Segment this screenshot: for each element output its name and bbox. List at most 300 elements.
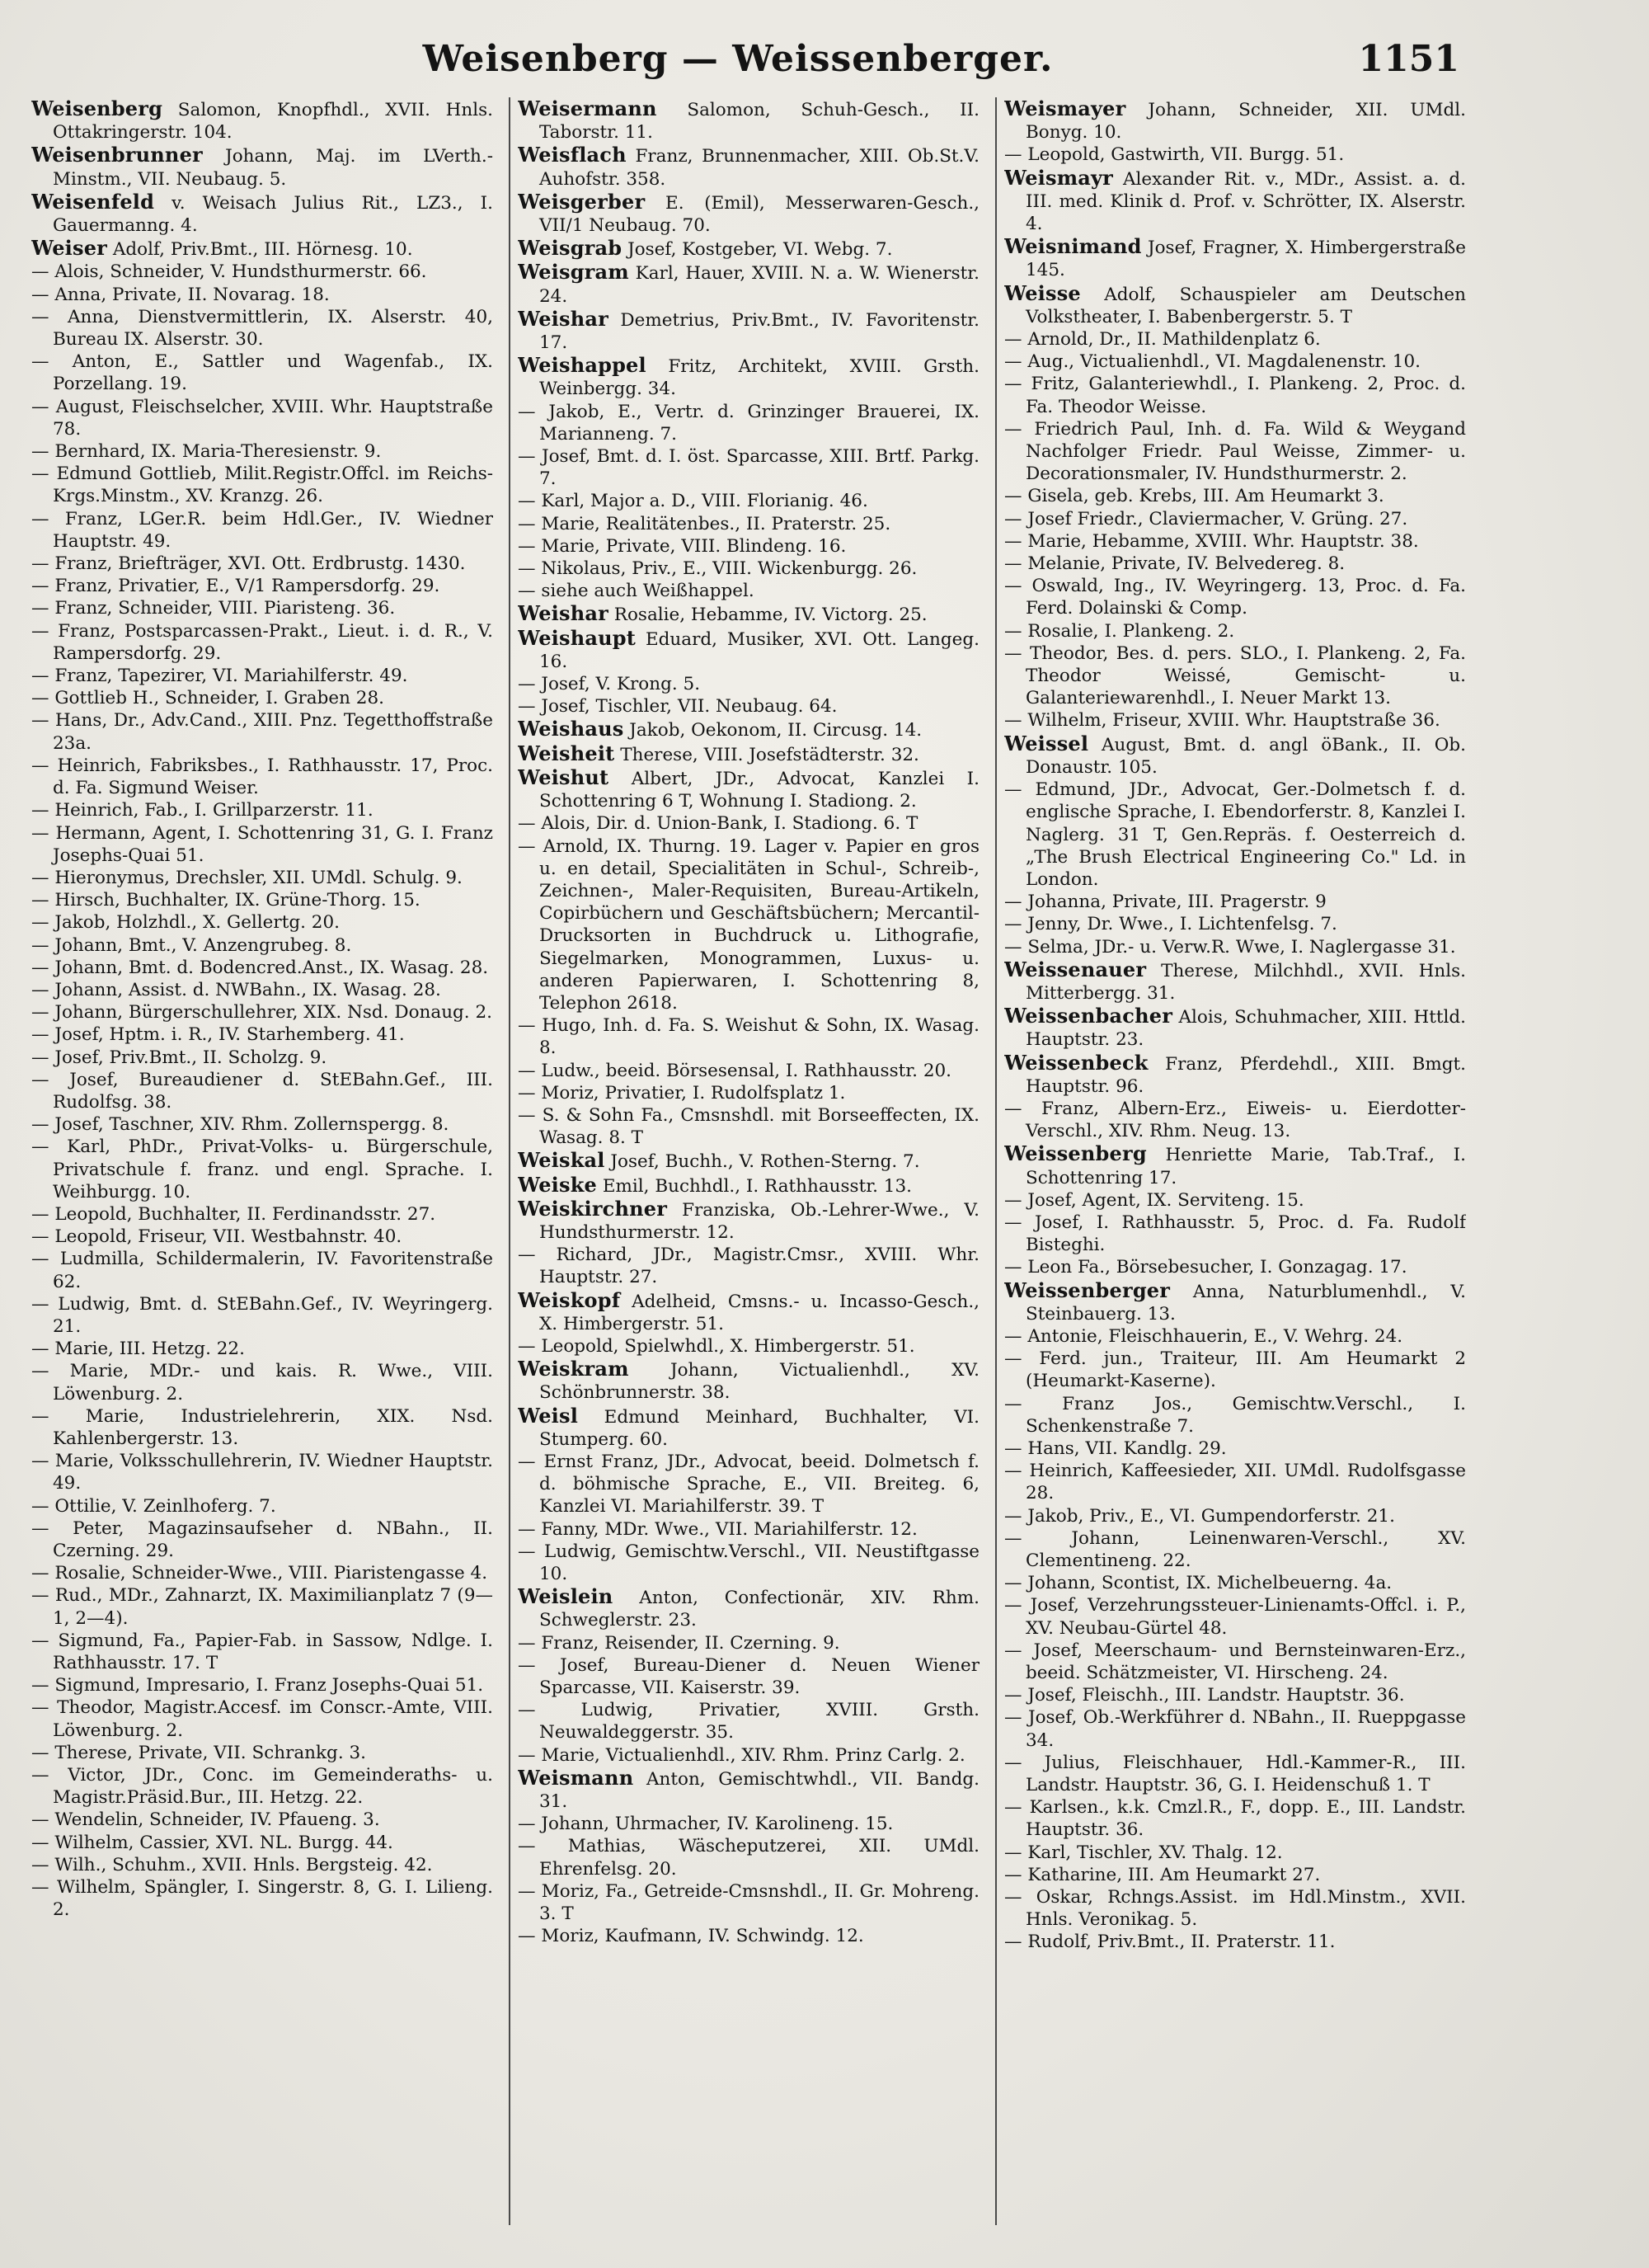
- entry-details: — Alois, Dir. d. Union-Bank, I. Stadiong. 6. T: [518, 813, 918, 835]
- directory-entry: [518, 401, 980, 445]
- entry-details: Johann, Schneider, XII. UMdl. Bonyg. 10.: [1026, 100, 1466, 144]
- entry-details: — Josef, Bmt. d. I. öst. Sparcasse, XIII. Brtf. Parkg. 7.: [518, 446, 980, 490]
- entry-details: Franz, Pferdehdl., XIII. Bmgt. Hauptstr. 96.: [1026, 1053, 1466, 1097]
- directory-entry: [31, 1584, 493, 1629]
- entry-details: — August, Fleischselcher, XVIII. Whr. Hauptstraße 78.: [31, 396, 493, 440]
- entry-details: — Marie, Victualienhdl., XIV. Rhm. Prinz Carlg. 2.: [518, 1744, 965, 1766]
- directory-entry: [31, 1742, 493, 1764]
- entry-details: Adelheid, Cmsns.- u. Incasso-Gesch., X. Himbergerstr. 51.: [539, 1291, 980, 1334]
- directory-entry: [518, 1585, 980, 1631]
- entry-details: — Arnold, Dr., II. Mathildenplatz 6.: [1004, 329, 1321, 351]
- entry-details: — Sigmund, Impresario, I. Franz Josephs-Quai 51.: [31, 1675, 484, 1696]
- entry-details: — Hermann, Agent, I. Schottenring 31, G. I. Franz Josephs-Quai 51.: [31, 822, 493, 866]
- directory-entry: [518, 354, 980, 400]
- directory-entry: [1004, 1256, 1466, 1278]
- entry-details: — Karl, Tischler, XV. Thalg. 12.: [1004, 1842, 1283, 1863]
- entry-details: Johann, Maj. im LVerth.-Minstm., VII. Neubaug. 5.: [53, 146, 493, 190]
- directory-entry: [1004, 958, 1466, 1005]
- entry-surname: Weissenbacher: [1004, 1004, 1173, 1028]
- entry-surname: Weisermann: [518, 97, 657, 120]
- entry-details: — Johann, Bmt., V. Anzengrubeg. 8.: [31, 934, 352, 956]
- directory-entry: [518, 1654, 980, 1699]
- entry-details: Jakob, Oekonom, II. Circusg. 14.: [623, 720, 923, 741]
- directory-entry: [31, 1001, 493, 1023]
- entry-details: Albert, JDr., Advocat, Kanzlei I. Schottenring 6 T, Wohnung I. Stadiong. 2.: [539, 768, 980, 812]
- directory-entry: [31, 396, 493, 440]
- directory-entry: [518, 627, 980, 673]
- entry-details: — Leopold, Friseur, VII. Westbahnstr. 40.: [31, 1226, 402, 1248]
- directory-entry: [31, 822, 493, 867]
- entry-details: Josef, Kostgeber, VI. Webg. 7.: [622, 239, 893, 261]
- directory-entry: [1004, 508, 1466, 530]
- directory-entry: [31, 709, 493, 754]
- entry-details: Therese, VIII. Josefstädterstr. 32.: [614, 744, 919, 765]
- entry-surname: Weiskopf: [518, 1287, 621, 1312]
- directory-entry: [31, 1248, 493, 1292]
- entry-details: — Mathias, Wäscheputzerei, XII. UMdl. Ehrenfelsg. 20.: [518, 1836, 980, 1880]
- entry-surname: Weisheit: [518, 741, 615, 765]
- directory-entry: [1004, 1325, 1466, 1348]
- entry-details: — Anna, Private, II. Novarag. 18.: [31, 284, 330, 305]
- directory-entry: [1004, 936, 1466, 958]
- directory-entry: [31, 979, 493, 1001]
- entry-details: — Josef, Bureaudiener d. StEBahn.Gef., III. Rudolfsg. 38.: [31, 1069, 493, 1113]
- entry-details: — Marie, III. Hetzg. 22.: [31, 1339, 245, 1360]
- entry-details: — Karl, Major a. D., VIII. Florianig. 46.: [518, 491, 868, 512]
- entry-details: — Selma, JDr.- u. Verw.R. Wwe, I. Naglergasse 31.: [1004, 936, 1456, 958]
- entry-details: Josef, Fragner, X. Himbergerstraße 145.: [1026, 238, 1466, 281]
- entry-details: — Anton, E., Sattler und Wagenfab., IX. Porzellang. 19.: [31, 351, 493, 395]
- directory-entry: [1004, 1640, 1466, 1684]
- entry-details: Eduard, Musiker, XVI. Ott. Langeg. 16.: [539, 628, 980, 672]
- directory-entry: [518, 1518, 980, 1541]
- entry-surname: Weiskirchner: [518, 1196, 668, 1221]
- directory-entry: [518, 261, 980, 307]
- entry-details: — Marie, Private, VIII. Blindeng. 16.: [518, 535, 847, 557]
- entry-details: — Wilhelm, Cassier, XVI. NL. Burgg. 44.: [31, 1832, 393, 1853]
- directory-entry: [1004, 1931, 1466, 1953]
- directory-entry: [518, 1289, 980, 1335]
- entry-details: E. (Emil), Messerwaren-Gesch., VII/1 Neubaug. 70.: [539, 192, 980, 237]
- directory-entry: [31, 575, 493, 597]
- entry-details: — Sigmund, Fa., Papier-Fab. in Sassow, Ndlge. I. Rathhausstr. 17. T: [31, 1630, 493, 1674]
- entry-details: — Josef, Priv.Bmt., II. Scholzg. 9.: [31, 1047, 327, 1068]
- entry-details: — Richard, JDr., Magistr.Cmsr., XVIII. Whr. Hauptstr. 27.: [518, 1245, 980, 1288]
- directory-entry: [518, 490, 980, 512]
- entry-surname: Weishappel: [518, 353, 646, 378]
- entry-details: — Theodor, Magistr.Accesf. im Conscr.-Amte, VIII. Löwenburg. 2.: [31, 1697, 493, 1741]
- directory-entry: [518, 445, 980, 490]
- directory-entry: [518, 718, 980, 741]
- entry-details: — Jakob, Priv., E., VI. Gumpendorferstr. 21.: [1004, 1505, 1395, 1527]
- running-head: Weisenberg — Weissenberger.: [422, 38, 1054, 80]
- entry-details: — Hans, VII. Kandlg. 29.: [1004, 1437, 1227, 1459]
- entry-details: Franz, Brunnenmacher, XIII. Ob.St.V. Auhofstr. 358.: [539, 146, 980, 190]
- directory-entry: [31, 1338, 493, 1360]
- directory-entry: [518, 558, 980, 580]
- entry-details: — Friedrich Paul, Inh. d. Fa. Wild & Weygand Nachfolger Friedr. Paul Weisse, Zimmer- u. Decorationsmaler, IV. Hundsthurmerstr. 2.: [1004, 418, 1466, 485]
- directory-entry: [31, 237, 493, 261]
- directory-entry: [518, 1541, 980, 1585]
- entry-details: — Marie, Volksschullehrerin, IV. Wiedner Hauptstr. 49.: [31, 1451, 493, 1494]
- directory-entry: [1004, 351, 1466, 373]
- entry-details: — Oswald, Ing., IV. Weyringerg. 13, Proc. d. Fa. Ferd. Dolainski & Comp.: [1004, 576, 1466, 619]
- entry-details: August, Bmt. d. angl öBank., II. Ob. Donaustr. 105.: [1026, 734, 1466, 778]
- entry-details: — Moriz, Fa., Getreide-Cmsnshdl., II. Gr. Mohreng. 3. T: [518, 1880, 980, 1925]
- directory-entry: [1004, 1886, 1466, 1931]
- entry-details: — Karl, PhDr., Privat-Volks- u. Bürgerschule, Privatschule f. franz. und engl. Sprache. I. Weihburgg. 10.: [31, 1136, 493, 1202]
- entry-details: Karl, Hauer, XVIII. N. a. W. Wienerstr. 24.: [539, 263, 980, 307]
- entry-surname: Weishut: [518, 765, 609, 789]
- entry-surname: Weisse: [1004, 280, 1081, 305]
- directory-entry: [31, 306, 493, 351]
- entry-details: Fritz, Architekt, XVIII. Grsth. Weinbergg. 34.: [539, 356, 980, 400]
- entry-details: Salomon, Schuh-Gesch., II. Taborstr. 11.: [539, 100, 980, 144]
- directory-entry: [31, 1696, 493, 1741]
- entry-surname: Weismann: [518, 1765, 634, 1790]
- entry-details: — Ludwig, Bmt. d. StEBahn.Gef., IV. Weyringerg. 21.: [31, 1293, 493, 1337]
- entry-details: — Fritz, Galanteriewhdl., I. Plankeng. 2, Proc. d. Fa. Theodor Weisse.: [1004, 374, 1466, 417]
- directory-entry: [1004, 709, 1466, 732]
- entry-details: — Nikolaus, Priv., E., VIII. Wickenburgg. 26.: [518, 558, 918, 580]
- entry-details: — Ludwig, Privatier, XVIII. Grsth. Neuwaldeggerstr. 35.: [518, 1700, 980, 1743]
- entry-details: — Heinrich, Kaffeesieder, XII. UMdl. Rudolfsgasse 28.: [1004, 1461, 1466, 1504]
- entry-surname: Weissenberger: [1004, 1278, 1171, 1302]
- entry-details: — Hans, Dr., Adv.Cand., XIII. Pnz. Tegetthoffstraße 23a.: [31, 710, 493, 754]
- column-1: [31, 97, 493, 2233]
- directory-entry: [1004, 891, 1466, 913]
- directory-entry: [518, 673, 980, 695]
- entry-details: — Franz, LGer.R. beim Hdl.Ger., IV. Wiedner Hauptstr. 49.: [31, 508, 493, 552]
- directory-entry: [31, 1113, 493, 1136]
- entry-details: — Josef, Bureau-Diener d. Neuen Wiener Sparcasse, VII. Kaiserstr. 39.: [518, 1654, 980, 1699]
- entry-details: — Hirsch, Buchhalter, IX. Grüne-Thorg. 15.: [31, 890, 420, 911]
- directory-entry: [1004, 144, 1466, 166]
- directory-entry: [1004, 620, 1466, 642]
- entry-details: — Josef, Verzehrungssteuer-Linienamts-Offcl. i. P., XV. Neubau-Gürtel 48.: [1004, 1595, 1466, 1639]
- entry-surname: Weismayr: [1004, 165, 1114, 190]
- entry-details: — Hugo, Inh. d. Fa. S. Weishut & Sohn, IX. Wasag. 8.: [518, 1015, 980, 1059]
- directory-entry: [518, 835, 980, 1015]
- directory-entry: [518, 1744, 980, 1767]
- directory-entry: [31, 597, 493, 619]
- directory-entry: [1004, 1460, 1466, 1504]
- column-divider: [509, 97, 510, 2225]
- directory-entry: [1004, 282, 1466, 328]
- entry-details: — Edmund Gottlieb, Milit.Registr.Offcl. im Reichs-Krgs.Minstm., XV. Kranzg. 26.: [31, 463, 493, 507]
- directory-entry: [31, 553, 493, 575]
- entry-details: — Theodor, Bes. d. pers. SLO., I. Plankeng. 2, Fa. Theodor Weissé, Gemischt- u. Galanteriewarenhdl., I. Neuer Markt 13.: [1004, 642, 1466, 709]
- directory-entry: [31, 889, 493, 911]
- directory-entry: [1004, 1572, 1466, 1594]
- entry-details: — Johann, Uhrmacher, IV. Karolineng. 15.: [518, 1814, 894, 1835]
- entry-details: — Franz, Schneider, VIII. Piaristeng. 36.: [31, 598, 396, 619]
- directory-entry: [1004, 1594, 1466, 1639]
- entry-details: Salomon, Knopfhdl., XVII. Hnls. Ottakringerstr. 104.: [53, 100, 493, 144]
- entry-surname: Weisgrab: [518, 236, 622, 261]
- directory-entry: [1004, 1505, 1466, 1527]
- entry-details: — Anna, Dienstvermittlerin, IX. Alserstr. 40, Bureau IX. Alserstr. 30.: [31, 306, 493, 351]
- directory-entry: [1004, 1212, 1466, 1256]
- directory-entry: [518, 1149, 980, 1173]
- entry-details: — Josef, Meerschaum- und Bernsteinwaren-Erz., beeid. Schätzmeister, VI. Hirscheng. 24.: [1004, 1640, 1466, 1684]
- directory-entry: [31, 1203, 493, 1226]
- directory-entry: [31, 665, 493, 687]
- directory-entry: [31, 261, 493, 283]
- directory-entry: [31, 191, 493, 237]
- directory-entry: [31, 1809, 493, 1831]
- entry-details: — Ludw., beeid. Börsesensal, I. Rathhausstr. 20.: [518, 1060, 952, 1081]
- directory-entry: [1004, 1684, 1466, 1706]
- entry-details: Emil, Buchhdl., I. Rathhausstr. 13.: [597, 1175, 913, 1197]
- entry-details: Josef, Buchh., V. Rothen-Sterng. 7.: [604, 1151, 920, 1173]
- column-3: [1004, 97, 1466, 2233]
- directory-entry: [31, 1764, 493, 1809]
- directory-entry: [518, 742, 980, 766]
- directory-entry: [31, 1360, 493, 1405]
- directory-entry: [518, 97, 980, 144]
- directory-entry: [1004, 1842, 1466, 1864]
- directory-entry: [1004, 97, 1466, 144]
- entry-details: Alois, Schuhmacher, XIII. Httld. Hauptstr. 23.: [1026, 1007, 1466, 1051]
- entry-details: — Victor, JDr., Conc. im Gemeinderaths- u. Magistr.Präsid.Bur., III. Hetzg. 22.: [31, 1765, 493, 1809]
- page-header: [0, 33, 1649, 91]
- entry-details: — Gottlieb H., Schneider, I. Graben 28.: [31, 688, 384, 709]
- entry-details: — Josef, Tischler, VII. Neubaug. 64.: [518, 696, 838, 718]
- entry-details: Edmund Meinhard, Buchhalter, VI. Stumperg. 60.: [539, 1406, 980, 1450]
- directory-entry: [31, 1047, 493, 1069]
- directory-entry: [518, 237, 980, 261]
- directory-entry: [1004, 1437, 1466, 1460]
- entry-details: — Gisela, geb. Krebs, III. Am Heumarkt 3.: [1004, 486, 1384, 507]
- entry-details: — Peter, Magazinsaufseher d. NBahn., II. Czerning. 29.: [31, 1517, 493, 1561]
- directory-entry: [31, 144, 493, 190]
- directory-entry: [518, 1104, 980, 1149]
- entry-details: — Jakob, E., Vertr. d. Grinzinger Brauerei, IX. Marianneng. 7.: [518, 401, 980, 445]
- entry-details: — Arnold, IX. Thurng. 19. Lager v. Papier en gros u. en detail, Specialitäten in Schul-, Schreib-, Zeichnen-, Maler-Requisiten, Bureau-Artikeln, Copirbüchern und Geschäftsbüchern; Mercantil-Drucksorten in Buchdruck u. Lithografie, Siegelmarken, Monogrammen, Luxus- u. anderen Papierwaren, I. Schottenring 8, Telephon 2618.: [518, 835, 980, 1014]
- entry-surname: Weisgerber: [518, 189, 646, 214]
- directory-entry: [518, 1813, 980, 1835]
- entry-details: — Melanie, Private, IV. Belvedereg. 8.: [1004, 553, 1346, 575]
- directory-entry: [518, 308, 980, 354]
- entry-details: — Oskar, Rchngs.Assist. im Hdl.Minstm., XVII. Hnls. Veronikag. 5.: [1004, 1887, 1466, 1931]
- directory-entry: [31, 508, 493, 553]
- directory-entry: [31, 957, 493, 979]
- entry-details: — Johanna, Private, III. Pragerstr. 9: [1004, 892, 1327, 913]
- entry-details: Franziska, Ob.-Lehrer-Wwe., V. Hundsthurmerstr. 12.: [539, 1199, 980, 1243]
- column-divider: [995, 97, 997, 2225]
- directory-entry: [1004, 235, 1466, 281]
- directory-entry: [1004, 553, 1466, 575]
- directory-entry: [1004, 642, 1466, 710]
- entry-surname: Weisgram: [518, 260, 629, 285]
- directory-entry: [1004, 373, 1466, 417]
- directory-entry: [31, 934, 493, 957]
- entry-surname: Weislein: [518, 1584, 613, 1609]
- directory-entry: [31, 1405, 493, 1450]
- directory-entry: [31, 1854, 493, 1876]
- directory-entry: [1004, 575, 1466, 619]
- entry-details: — Franz, Briefträger, XVI. Ott. Erdbrustg. 1430.: [31, 553, 466, 575]
- entry-details: — Ernst Franz, JDr., Advocat, beeid. Dolmetsch f. d. böhmische Sprache, E., VII. Breiteg. 6, Kanzlei VI. Mariahilferstr. 39. T: [518, 1451, 980, 1517]
- directory-entry: [518, 766, 980, 812]
- directory-entry: [1004, 779, 1466, 891]
- entry-details: Adolf, Priv.Bmt., III. Hörnesg. 10.: [107, 239, 413, 261]
- entry-details: — Edmund, JDr., Advocat, Ger.-Dolmetsch f. d. englische Sprache, I. Ebendorferstr. 8, Kanzlei I. Naglerg. 31 T, Gen.Repräs. f. Oesterreich d. „The Brush Electrical Engineering Co." Ld. in London.: [1004, 779, 1466, 890]
- entry-details: — Wilhelm, Spängler, I. Singerstr. 8, G. I. Lilieng. 2.: [31, 1877, 493, 1921]
- directory-columns: [31, 97, 1466, 2233]
- directory-entry: [31, 1495, 493, 1517]
- directory-entry: [518, 144, 980, 190]
- entry-surname: Weismayer: [1004, 97, 1126, 120]
- entry-details: — Leopold, Spielwhdl., X. Himbergerstr. 51.: [518, 1335, 915, 1357]
- directory-entry: [1004, 1864, 1466, 1886]
- directory-entry: [31, 799, 493, 821]
- directory-entry: [1004, 1189, 1466, 1212]
- entry-details: — Franz, Tapezirer, VI. Mariahilferstr. 49.: [31, 666, 408, 687]
- directory-entry: [31, 1517, 493, 1562]
- entry-details: — Franz, Reisender, II. Czerning. 9.: [518, 1632, 840, 1654]
- directory-entry: [1004, 1098, 1466, 1142]
- entry-details: — Moriz, Privatier, I. Rudolfsplatz 1.: [518, 1082, 846, 1103]
- entry-details: — Marie, Hebamme, XVIII. Whr. Hauptstr. 38.: [1004, 530, 1419, 552]
- entry-details: Alexander Rit. v., MDr., Assist. a. d. III. med. Klinik d. Prof. v. Schrötter, IX. Alserstr. 4.: [1026, 168, 1466, 235]
- entry-surname: Weissenbeck: [1004, 1050, 1149, 1075]
- entry-details: — Johann, Leinenwaren-Verschl., XV. Clementineng. 22.: [1004, 1527, 1466, 1571]
- entry-details: — Rud., MDr., Zahnarzt, IX. Maximilianplatz 7 (9—1, 2—4).: [31, 1585, 493, 1629]
- directory-entry: [518, 1632, 980, 1654]
- directory-entry: [31, 1562, 493, 1584]
- directory-entry: [31, 463, 493, 507]
- entry-details: — Wendelin, Schneider, IV. Pfaueng. 3.: [31, 1809, 380, 1831]
- directory-entry: [518, 1335, 980, 1358]
- entry-details: — Heinrich, Fab., I. Grillparzerstr. 11.: [31, 800, 373, 821]
- directory-entry: [518, 1358, 980, 1404]
- directory-entry: [518, 1198, 980, 1244]
- directory-entry: [31, 351, 493, 395]
- directory-entry: [31, 1136, 493, 1203]
- entry-surname: Weiske: [518, 1172, 597, 1197]
- entry-surname: Weishaus: [518, 717, 624, 741]
- entry-surname: Weisenfeld: [31, 189, 155, 214]
- entry-details: — Franz, Privatier, E., V/1 Rampersdorfg. 29.: [31, 576, 440, 597]
- directory-entry: [518, 1244, 980, 1288]
- directory-entry: [31, 867, 493, 889]
- directory-entry: [1004, 328, 1466, 351]
- page-number: 1151: [1358, 38, 1459, 80]
- entry-details: — Julius, Fleischhauer, Hdl.-Kammer-R., III. Landstr. Hauptstr. 36, G. I. Heidenschuß 1. T: [1004, 1752, 1466, 1796]
- directory-entry: [31, 284, 493, 306]
- entry-details: — Karlsen., k.k. Cmzl.R., F., dopp. E., III. Landstr. Hauptstr. 36.: [1004, 1797, 1466, 1841]
- directory-entry: [1004, 1527, 1466, 1572]
- entry-details: Henriette Marie, Tab.Traf., I. Schottenring 17.: [1026, 1145, 1466, 1188]
- directory-entry: [1004, 1142, 1466, 1188]
- directory-entry: [31, 1450, 493, 1494]
- directory-entry: [31, 1832, 493, 1854]
- entry-surname: Weisflach: [518, 143, 627, 167]
- entry-details: — Josef, Agent, IX. Serviteng. 15.: [1004, 1189, 1304, 1211]
- entry-surname: Weiskal: [518, 1148, 605, 1173]
- entry-surname: Weishar: [518, 306, 608, 331]
- entry-details: — Hieronymus, Drechsler, XII. UMdl. Schulg. 9.: [31, 867, 463, 888]
- entry-surname: Weiskram: [518, 1357, 629, 1381]
- directory-entry: [518, 1014, 980, 1059]
- directory-entry: [1004, 418, 1466, 486]
- directory-entry: [518, 1880, 980, 1925]
- entry-details: — Wilh., Schuhm., XVII. Hnls. Bergsteig. 42.: [31, 1854, 433, 1875]
- directory-entry: [1004, 1393, 1466, 1437]
- entry-details: — Ludwig, Gemischtw.Verschl., VII. Neustiftgasse 10.: [518, 1541, 980, 1584]
- directory-entry: [31, 97, 493, 144]
- directory-entry: [518, 513, 980, 535]
- entry-surname: Weisl: [518, 1403, 579, 1428]
- directory-entry: [518, 580, 980, 602]
- entry-details: — Leopold, Gastwirth, VII. Burgg. 51.: [1004, 144, 1345, 166]
- directory-entry: [518, 1925, 980, 1947]
- directory-entry: [1004, 167, 1466, 236]
- entry-details: — Ferd. jun., Traiteur, III. Am Heumarkt 2 (Heumarkt-Kaserne).: [1004, 1348, 1466, 1392]
- entry-surname: Weissenberg: [1004, 1141, 1147, 1166]
- directory-entry: [518, 1174, 980, 1198]
- directory-entry: [518, 1451, 980, 1518]
- entry-details: Therese, Milchhdl., XVII. Hnls. Mitterbergg. 31.: [1026, 960, 1466, 1004]
- entry-details: — Ottilie, V. Zeinlhoferg. 7.: [31, 1495, 276, 1517]
- entry-surname: Weisnimand: [1004, 234, 1142, 259]
- entry-details: — Ludmilla, Schildermalerin, IV. Favoritenstraße 62.: [31, 1249, 493, 1292]
- directory-entry: [518, 1699, 980, 1743]
- directory-entry: [31, 1023, 493, 1046]
- entry-details: — siehe auch Weißhappel.: [518, 581, 754, 602]
- directory-entry: [1004, 913, 1466, 935]
- directory-entry: [1004, 1706, 1466, 1751]
- entry-details: — Heinrich, Fabriksbes., I. Rathhausstr. 17, Proc. d. Fa. Sigmund Weiser.: [31, 755, 493, 799]
- entry-details: — Franz, Postsparcassen-Prakt., Lieut. i. d. R., V. Rampersdorfg. 29.: [31, 620, 493, 664]
- directory-entry: [518, 1060, 980, 1082]
- directory-entry: [1004, 1279, 1466, 1325]
- entry-details: — Leopold, Buchhalter, II. Ferdinandsstr. 27.: [31, 1203, 436, 1225]
- entry-surname: Weisenberg: [31, 97, 163, 120]
- entry-details: — Johann, Bmt. d. Bodencred.Anst., IX. Wasag. 28.: [31, 957, 489, 978]
- entry-details: v. Weisach Julius Rit., LZ3., I. Gauermanng. 4.: [53, 192, 493, 237]
- directory-entry: [31, 1293, 493, 1338]
- entry-surname: Weisenbrunner: [31, 143, 203, 167]
- directory-entry: [31, 687, 493, 709]
- entry-details: — Josef, I. Rathhausstr. 5, Proc. d. Fa. Rudolf Bisteghi.: [1004, 1212, 1466, 1256]
- directory-entry: [1004, 1348, 1466, 1392]
- entry-details: Johann, Victualienhdl., XV. Schönbrunnerstr. 38.: [539, 1360, 980, 1404]
- directory-entry: [31, 440, 493, 463]
- directory-entry: [31, 1226, 493, 1248]
- entry-details: Anton, Gemischtwhdl., VII. Bandg. 31.: [539, 1768, 980, 1813]
- entry-details: — Rosalie, I. Plankeng. 2.: [1004, 620, 1235, 642]
- entry-details: — Marie, Realitätenbes., II. Praterstr. 25.: [518, 513, 891, 534]
- entry-surname: Weishaupt: [518, 625, 637, 650]
- entry-details: — S. & Sohn Fa., Cmsnshdl. mit Borseeffecten, IX. Wasag. 8. T: [518, 1104, 980, 1149]
- entry-details: — Marie, Industrielehrerin, XIX. Nsd. Kahlenbergerstr. 13.: [31, 1405, 493, 1449]
- directory-entry: [31, 911, 493, 934]
- entry-details: Anna, Naturblumenhdl., V. Steinbauerg. 13.: [1026, 1281, 1466, 1325]
- directory-entry: [1004, 485, 1466, 507]
- entry-details: — Jakob, Holzhdl., X. Gellertg. 20.: [31, 912, 340, 934]
- directory-entry: [518, 535, 980, 558]
- directory-entry: [518, 191, 980, 237]
- entry-details: — Bernhard, IX. Maria-Theresienstr. 9.: [31, 441, 382, 463]
- directory-entry: [1004, 1752, 1466, 1796]
- entry-details: — Johann, Assist. d. NWBahn., IX. Wasag. 28.: [31, 979, 441, 1000]
- directory-entry: [1004, 1052, 1466, 1098]
- entry-details: — Aug., Victualienhdl., VI. Magdalenenstr. 10.: [1004, 351, 1421, 373]
- directory-entry: [518, 1835, 980, 1880]
